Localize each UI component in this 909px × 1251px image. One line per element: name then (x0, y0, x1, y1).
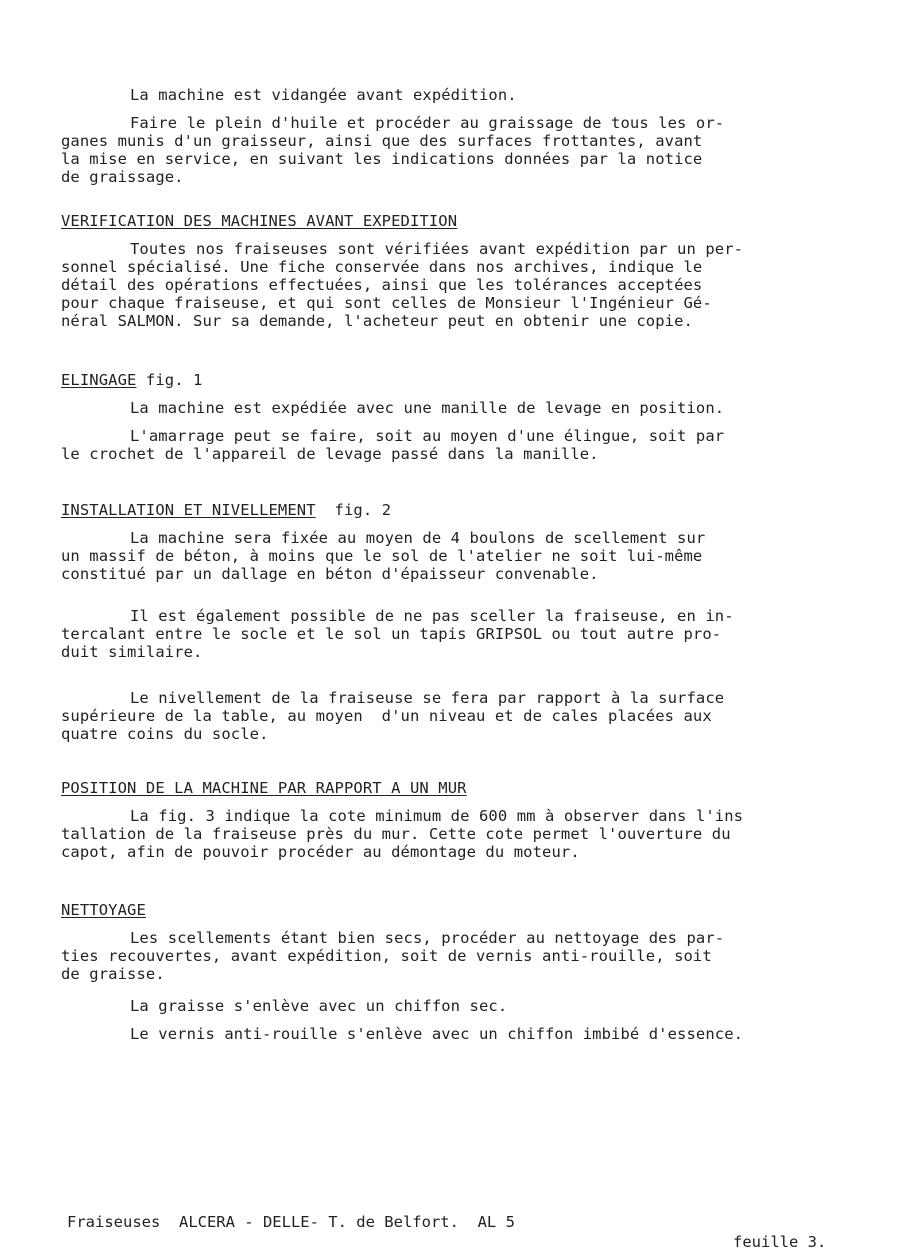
paragraph-line: de graisse. (61, 965, 165, 983)
paragraph-line: Toutes nos fraiseuses sont vérifiées avant expédition par un per- (130, 240, 744, 258)
heading-suffix: fig. 1 (136, 371, 203, 389)
paragraph-line: Les scellements étant bien secs, procéder au nettoyage des par- (130, 929, 725, 947)
section-heading-elingage (61, 371, 203, 389)
paragraph-line: tallation de la fraiseuse près du mur. Cette cote permet l'ouverture du (61, 825, 731, 843)
heading-text: ELINGAGE (61, 371, 137, 389)
paragraph-line: néral SALMON. Sur sa demande, l'acheteur peut en obtenir une copie. (61, 312, 693, 330)
paragraph-line: L'amarrage peut se faire, soit au moyen d'une élingue, soit par (130, 427, 725, 445)
paragraph-line: Faire le plein d'huile et procéder au graissage de tous les or- (130, 114, 725, 132)
paragraph-line: La machine sera fixée au moyen de 4 boulons de scellement sur (130, 529, 706, 547)
paragraph-line: détail des opérations effectuées, ainsi que les tolérances acceptées (61, 276, 703, 294)
paragraph-line: capot, afin de pouvoir procéder au démontage du moteur. (61, 843, 580, 861)
paragraph-line: un massif de béton, à moins que le sol de l'atelier ne soit lui-même (61, 547, 703, 565)
paragraph-line: la mise en service, en suivant les indications données par la notice (61, 150, 703, 168)
footer-left: Fraiseuses ALCERA - DELLE- T. de Belfort. AL 5 (67, 1213, 515, 1231)
paragraph-line: Il est également possible de ne pas sceller la fraiseuse, en in- (130, 607, 734, 625)
paragraph-line: ties recouvertes, avant expédition, soit de vernis anti-rouille, soit (61, 947, 712, 965)
paragraph-line: quatre coins du socle. (61, 725, 269, 743)
paragraph-line: duit similaire. (61, 643, 203, 661)
section-heading-nettoyage (61, 901, 146, 919)
paragraph-line: Le nivellement de la fraiseuse se fera par rapport à la surface (130, 689, 725, 707)
heading-text: NETTOYAGE (61, 901, 146, 919)
section-heading-verification (61, 212, 457, 230)
paragraph-line: supérieure de la table, au moyen d'un niveau et de cales placées aux (61, 707, 712, 725)
paragraph-line: ganes munis d'un graisseur, ainsi que des surfaces frottantes, avant (61, 132, 703, 150)
paragraph-line: La machine est vidangée avant expédition. (130, 86, 517, 104)
paragraph-line: La fig. 3 indique la cote minimum de 600 mm à observer dans l'ins (130, 807, 744, 825)
footer-page-number: feuille 3. (733, 1233, 827, 1251)
heading-text: VERIFICATION DES MACHINES AVANT EXPEDITION (61, 212, 458, 230)
heading-text: POSITION DE LA MACHINE PAR RAPPORT A UN MUR (61, 779, 467, 797)
paragraph-line: Le vernis anti-rouille s'enlève avec un chiffon imbibé d'essence. (130, 1025, 744, 1043)
heading-suffix: fig. 2 (315, 501, 392, 519)
paragraph-line: le crochet de l'appareil de levage passé dans la manille. (61, 445, 599, 463)
paragraph-line: pour chaque fraiseuse, et qui sont celles de Monsieur l'Ingénieur Gé- (61, 294, 712, 312)
paragraph-line: tercalant entre le socle et le sol un tapis GRIPSOL ou tout autre pro- (61, 625, 722, 643)
paragraph-line: de graissage. (61, 168, 184, 186)
section-heading-position (61, 779, 467, 797)
section-heading-installation (61, 501, 391, 519)
paragraph-line: La graisse s'enlève avec un chiffon sec. (130, 997, 508, 1015)
paragraph-line: sonnel spécialisé. Une fiche conservée dans nos archives, indique le (61, 258, 703, 276)
heading-text: INSTALLATION ET NIVELLEMENT (61, 501, 316, 519)
paragraph-line: constitué par un dallage en béton d'épaisseur convenable. (61, 565, 599, 583)
paragraph-line: La machine est expédiée avec une manille de levage en position. (130, 399, 725, 417)
